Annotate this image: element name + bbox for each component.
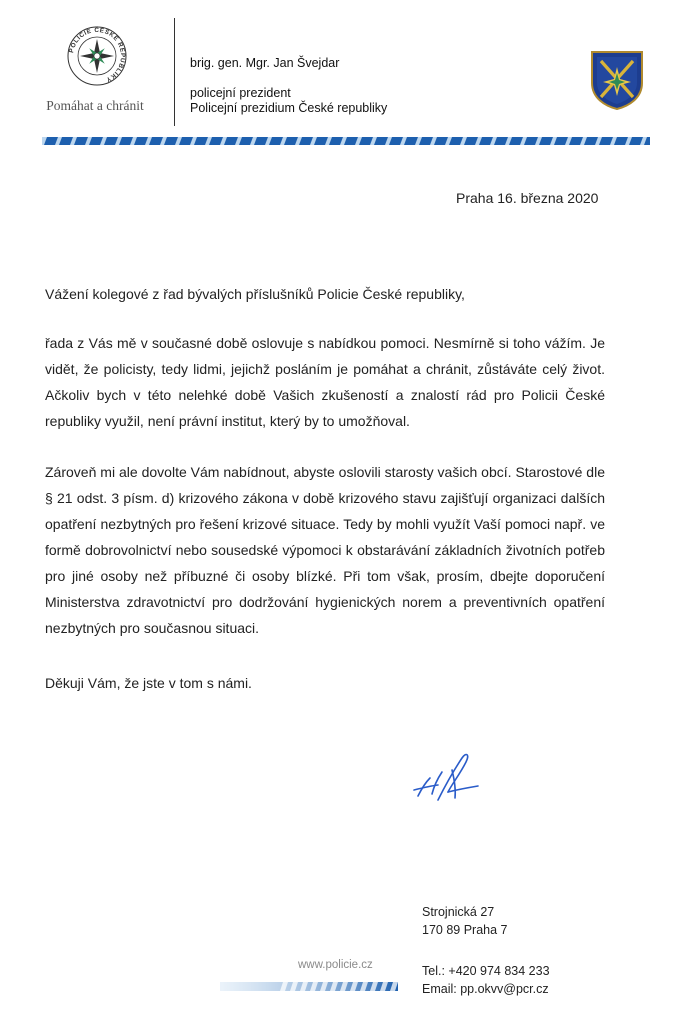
letter-date: Praha 16. března 2020: [456, 190, 599, 206]
phone-number: Tel.: +420 974 834 233: [422, 964, 550, 978]
bottom-decorative-stripe: [220, 982, 398, 991]
signature-image: [408, 748, 494, 806]
seal-lettering: POLICIE ČESKÉ REPUBLIKY: [68, 26, 127, 84]
contact-block: [422, 962, 550, 998]
salutation: Vážení kolegové z řad bývalých příslušníků Policie České republiky,: [45, 286, 465, 302]
header-divider: [174, 18, 175, 126]
address-city: 170 89 Praha 7: [422, 923, 508, 937]
sender-block: [190, 56, 387, 116]
sender-role: policejní prezident: [190, 86, 291, 100]
website-link[interactable]: www.policie.cz: [298, 959, 373, 971]
address-block: [422, 903, 508, 939]
slogan: Pomáhat a chránit: [46, 98, 144, 113]
closing-line: Děkuji Vám, že jste v tom s námi.: [45, 675, 252, 691]
body-paragraph-2: Zároveň mi ale dovolte Vám nabídnout, abyste oslovili starosty vašich obcí. Starostové dle § 21 odst. 3 písm. d) krizového zákona v době krizového stavu zajišťují organizaci dalších opatření nezbytných pro řešení krizové situace. Tedy by mohli využít Vaší pomoci např. ve formě dobrovolnictví nebo sousedské výpomoci k obstarávání základních životních potřeb pro jiné osoby než příbuzné či osoby blízké. Při tom však, prosím, dbejte doporučení Ministerstva zdravotnictví pro dodržování hygienických norem a preventivních opatření nezbytných pro současnou situaci.: [45, 464, 605, 636]
top-decorative-stripe: [42, 137, 650, 145]
email-address[interactable]: Email: pp.okvv@pcr.cz: [422, 982, 549, 996]
police-crest-icon: [589, 49, 645, 111]
address-street: Strojnická 27: [422, 905, 495, 919]
body-paragraph-1: řada z Vás mě v současné době oslovuje s nabídkou pomoci. Nesmírně si toho vážím. Je vidět, že policisty, tedy lidmi, jejichž posláním je pomáhat a chránit, zůstáváte celý život. Ačkoliv bych v této nelehké době Vašich zkušeností a znalostí rád pro Policii České republiky využil, není právní institut, který by to umožňoval.: [45, 335, 605, 429]
police-logo-block: [30, 22, 160, 122]
sender-name: brig. gen. Mgr. Jan Švejdar: [190, 56, 340, 70]
police-seal-icon: [67, 26, 127, 86]
sender-organization: Policejní prezidium České republiky: [190, 101, 388, 115]
